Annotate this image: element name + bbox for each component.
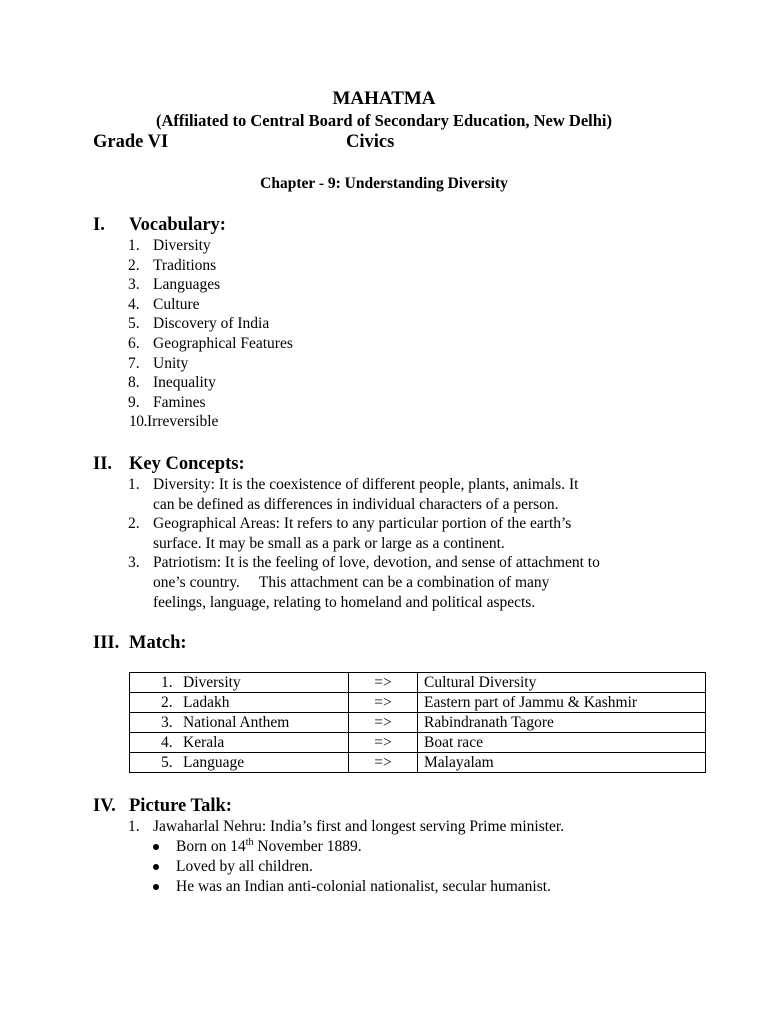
item-number: 2. (128, 515, 140, 533)
item-number: 10. (129, 413, 147, 431)
table-cell-right: Malayalam (418, 753, 706, 773)
item-number: 1. (128, 237, 140, 254)
table-row (130, 753, 706, 773)
table-cell-arrow: => (349, 693, 418, 713)
item-number: 3. (128, 276, 140, 294)
row-left-text: Language (183, 754, 245, 771)
grade-label: Grade VI (93, 132, 169, 152)
subject-label: Civics (346, 132, 395, 152)
item-number: 6. (128, 334, 140, 352)
table-cell-left (130, 713, 349, 733)
section-heading (93, 214, 693, 236)
row-left-text: National Anthem (183, 714, 290, 731)
item-text: Inequality (153, 374, 216, 392)
section-title: Vocabulary: (129, 215, 226, 235)
list-item (93, 314, 693, 334)
row-left-text: Ladakh (183, 694, 230, 711)
key-concepts-list (93, 475, 693, 612)
row-left-text: Diversity (183, 674, 241, 691)
item-text: Irreversible (147, 413, 219, 431)
table-cell-right: Boat race (418, 733, 706, 753)
list-item (93, 295, 693, 315)
bullet-text-post: November 1889. (253, 837, 362, 855)
item-line: can be defined as differences in individual characters of a person. (153, 495, 559, 513)
picture-talk-section (93, 795, 693, 897)
list-item (93, 373, 693, 393)
list-item (93, 236, 693, 256)
table-cell-arrow: => (349, 733, 418, 753)
vocabulary-list (93, 236, 693, 432)
item-text: Unity (153, 354, 189, 372)
section-number: IV. (93, 796, 116, 816)
item-number: 4. (128, 295, 140, 313)
vocabulary-section (93, 214, 693, 432)
school-name: MAHATMA (332, 88, 436, 109)
table-cell-arrow: => (349, 753, 418, 773)
item-line: Geographical Areas: It refers to any particular portion of the earth’s (153, 515, 572, 533)
table-cell-right: Eastern part of Jammu & Kashmir (418, 693, 706, 713)
table-cell-right: Rabindranath Tagore (418, 713, 706, 733)
item-number: 9. (128, 393, 140, 411)
table-cell-left (130, 753, 349, 773)
match-section (93, 632, 693, 654)
bullet-item (93, 877, 693, 897)
list-item (93, 514, 693, 553)
table-row (130, 733, 706, 753)
item-line: one’s country. This attachment can be a combination of many (153, 573, 550, 591)
table-row (130, 713, 706, 733)
section-title: Key Concepts: (129, 454, 245, 474)
item-text: Jawaharlal Nehru: India’s first and longest serving Prime minister. (153, 818, 565, 835)
item-text: Famines (153, 393, 206, 411)
list-item (93, 817, 693, 837)
table-cell-arrow: => (349, 673, 418, 693)
list-item (93, 275, 693, 295)
list-item (93, 475, 693, 514)
item-text: Discovery of India (153, 315, 270, 333)
row-number: 1. (161, 674, 173, 691)
bullet-icon (153, 884, 159, 890)
table-cell-arrow: => (349, 713, 418, 733)
list-item (93, 393, 693, 413)
item-text: Languages (153, 276, 221, 294)
section-heading (93, 632, 693, 654)
bullet-list (93, 837, 693, 898)
key-concepts-section (93, 453, 693, 612)
bullet-text-pre: Born on 14 (176, 837, 246, 855)
bullet-item (93, 837, 693, 857)
picture-talk-list (93, 817, 693, 837)
list-item (93, 553, 693, 612)
row-number: 2. (161, 694, 173, 711)
table-cell-left (130, 733, 349, 753)
section-number: II. (93, 454, 113, 474)
row-left-text: Kerala (183, 734, 225, 751)
section-number: III. (93, 633, 120, 653)
item-text: Traditions (153, 256, 217, 274)
row-number: 3. (161, 714, 173, 731)
item-text: Diversity (153, 237, 211, 254)
bullet-icon (153, 844, 159, 850)
table-cell-left (130, 693, 349, 713)
item-number: 1. (128, 476, 140, 493)
item-line: Patriotism: It is the feeling of love, devotion, and sense of attachment to (153, 554, 600, 572)
table-row (130, 673, 706, 693)
item-number: 8. (128, 374, 140, 392)
list-item (93, 256, 693, 276)
affiliation-line: (Affiliated to Central Board of Secondary Education, New Delhi) (155, 111, 612, 130)
section-title: Picture Talk: (129, 796, 232, 816)
item-line: surface. It may be small as a park or large as a continent. (153, 534, 505, 552)
item-text: Geographical Features (153, 334, 293, 352)
section-number: I. (93, 215, 105, 235)
item-number: 7. (128, 354, 140, 372)
list-item (93, 412, 693, 432)
row-number: 4. (161, 734, 173, 751)
item-line: Diversity: It is the coexistence of different people, plants, animals. It (153, 476, 579, 493)
list-item (93, 354, 693, 374)
chapter-title: Chapter - 9: Understanding Diversity (260, 175, 508, 192)
table-row (130, 693, 706, 713)
bullet-text: He was an Indian anti-colonial nationalist, secular humanist. (176, 878, 551, 896)
bullet-item (93, 857, 693, 877)
row-number: 5. (161, 754, 173, 771)
item-number: 3. (128, 554, 140, 572)
ordinal-suffix: th (245, 836, 254, 848)
bullet-icon (153, 864, 159, 870)
table-cell-left (130, 673, 349, 693)
section-heading (93, 795, 693, 817)
bullet-text: Loved by all children. (176, 857, 313, 875)
section-heading (93, 453, 693, 475)
item-text: Culture (153, 295, 200, 313)
list-item (93, 334, 693, 354)
table-cell-right: Cultural Diversity (418, 673, 706, 693)
match-table (129, 672, 706, 773)
item-number: 2. (128, 256, 140, 274)
item-number: 1. (128, 818, 140, 835)
item-line: feelings, language, relating to homeland and political aspects. (153, 593, 536, 611)
section-title: Match: (129, 633, 187, 653)
item-number: 5. (128, 315, 140, 333)
